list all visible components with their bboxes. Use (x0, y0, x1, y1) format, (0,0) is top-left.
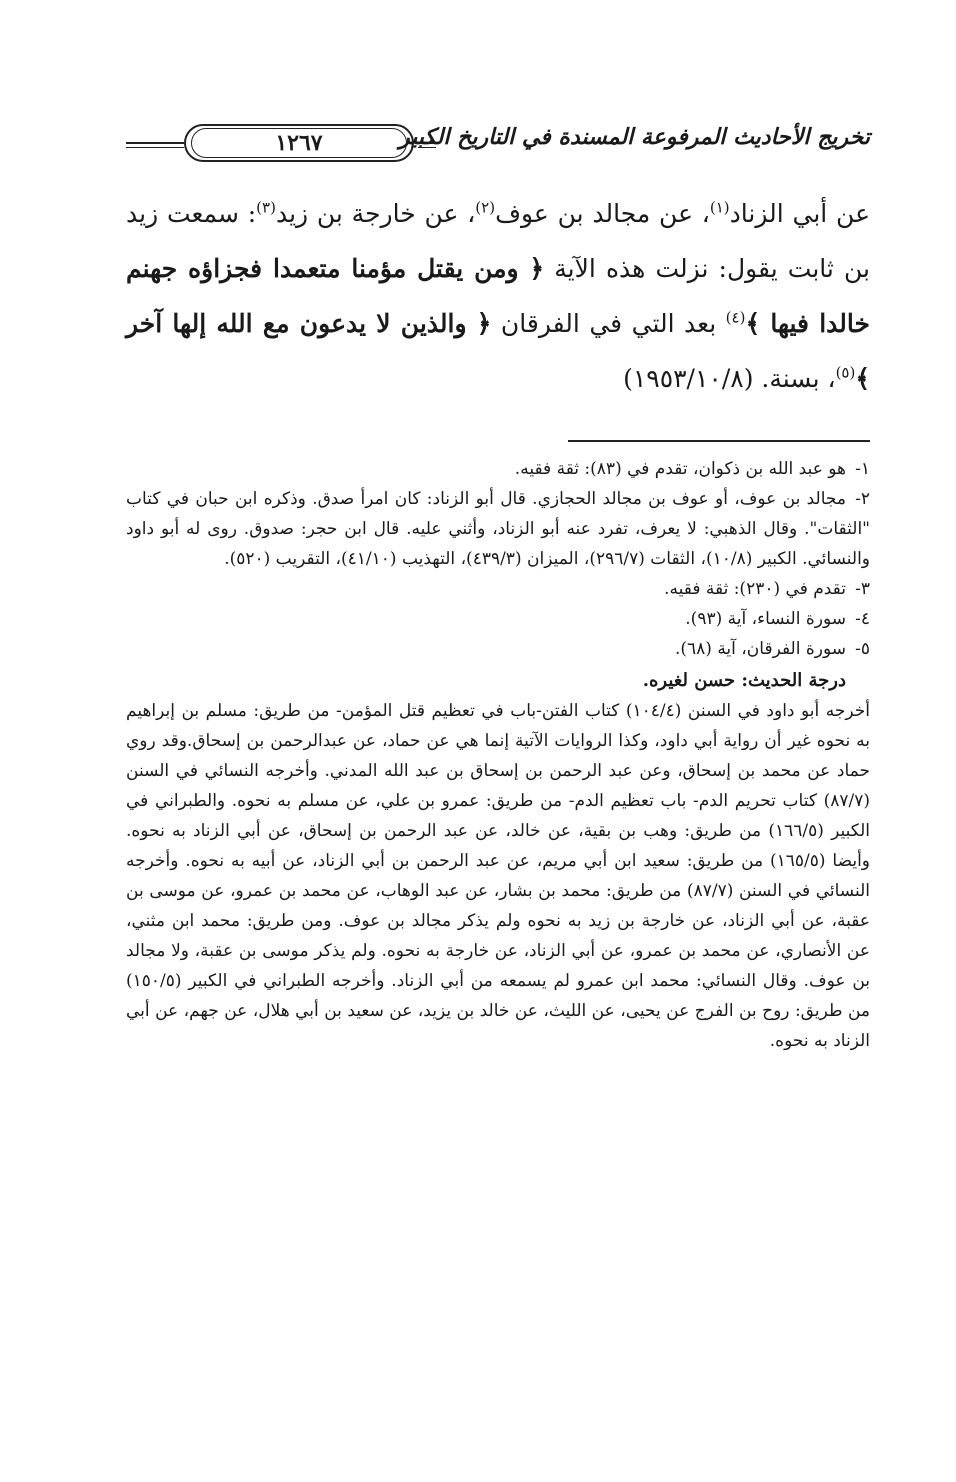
footnote-text: هو عبد الله بن ذكوان، تقدم في (٨٣): ثقة فقيه. (514, 459, 846, 479)
hadith-paragraph (126, 186, 870, 406)
header-rule-left (126, 142, 184, 148)
footnote-marker: (٢) (475, 198, 496, 217)
footnote-number: ٥- (855, 639, 870, 659)
footnote-separator (568, 440, 870, 442)
footnote-text: تقدم في (٢٣٠): ثقة فقيه. (664, 579, 846, 599)
footnote-item (126, 484, 870, 574)
page-number: ١٢٦٧ (275, 130, 323, 156)
footnote-item (126, 454, 870, 484)
hadith-grade: درجة الحديث: حسن لغيره. (642, 670, 846, 691)
page-number-frame-inner (191, 128, 407, 158)
quran-verse-text: ﴿ (476, 309, 492, 338)
narration-text: ، عن مجالد بن عوف (495, 199, 710, 228)
footnote-number: ٢- (855, 489, 870, 509)
footnote-marker: (١) (709, 198, 730, 217)
page-number-frame (184, 124, 414, 162)
footnote-marker: (٣) (256, 198, 276, 217)
quran-verse-text: ﴾ (855, 364, 870, 393)
quran-verse-text: ومن يقتل مؤمنا متعمدا فجزاؤه جهنم خالدا فيها (126, 254, 870, 338)
narration-text: بعد التي في الفرقان (491, 309, 726, 338)
page-header (126, 118, 870, 174)
narration-text: ، عن خارجة بن زيد (275, 199, 476, 228)
quran-verse-text: ﴾ (745, 309, 761, 338)
footnote-number: ٤- (855, 609, 870, 629)
quran-verse-text: والذين لا يدعون مع الله إلها آخر (126, 309, 477, 338)
footnote-marker: (٥) (835, 363, 856, 382)
footnote-text: سورة النساء، آية (٩٣). (685, 609, 846, 629)
quran-verse-text: ﴿ (529, 254, 545, 283)
narration-text: : سمعت زيد بن ثابت يقول: نزلت هذه الآية (126, 199, 870, 283)
footnote-number: ١- (855, 459, 870, 479)
footnote-list (126, 454, 870, 664)
footnote-number: ٣- (855, 579, 870, 599)
narration-text: ، بسنة. (١٩٥٣/١٠/٨) (623, 364, 836, 393)
footnote-item (126, 634, 870, 664)
footnote-text: سورة الفرقان، آية (٦٨). (674, 639, 846, 659)
narration-text: عن أبي الزناد (729, 199, 870, 228)
footnotes (126, 454, 870, 1056)
running-title: تخريج الأحاديث المرفوعة المسندة في التاريخ الكبير (399, 124, 870, 150)
footnote-item (126, 574, 870, 604)
takhrij-paragraph: أخرجه أبو داود في السنن (١٠٤/٤) كتاب الفتن-باب في تعظيم قتل المؤمن- من طريق: مسلم بن إبراهيم به نحوه غير أن رواية أبي داود، وكذا الروايات الآتية إنما هي عن حماد، عن عبدالرحمن بن إسحاق.وقد روي حماد عن محمد بن إسحاق، وعن عبد الرحمن بن إسحاق بن عبد الله المدني. وأخرجه النسائي في السنن (٨٧/٧) كتاب تحريم الدم- باب تعظيم الدم- من طريق: عمرو بن علي، عن مسلم به نحوه. والطبراني في الكبير (١٦٦/٥) من طريق: وهب بن بقية، عن خالد، عن عبد الرحمن بن إسحاق، عن أبي الزناد به نحوه. وأيضا (١٦٥/٥) من طريق: سعيد ابن أبي مريم، عن عبد الرحمن بن أبي الزناد، عن أبيه به نحوه. وأخرجه النسائي في السنن (٨٧/٧) من طريق: محمد بن بشار، عن عبد الوهاب، عن محمد بن عمرو، عن موسى بن عقبة، عن أبي الزناد، عن خارجة بن زيد به نحوه ولم يذكر مجالد بن عوف. ومن طريق: محمد ابن مثني، عن الأنصاري، عن محمد بن عمرو، عن أبي الزناد، عن خارجة به نحوه. ولم يذكر موسى بن عقبة، ولا مجالد بن عوف. وقال النسائي: محمد ابن عمرو لم يسمعه من أبي الزناد. وأخرجه الطبراني في الكبير (١٥٠/٥) من طريق: روح بن الفرج عن يحيى، عن الليث، عن خالد بن يزيد، عن سعيد بن أبي هلال، عن جهم، عن أبي الزناد به نحوه. (126, 701, 871, 1051)
hadith-text (126, 186, 870, 406)
footnote-marker: (٤) (725, 308, 746, 327)
footnote-text: مجالد بن عوف، أو عوف بن مجالد الحجازي. قال أبو الزناد: كان امرأ صدق. وذكره ابن حبان في كتاب "الثقات". وقال الذهبي: لا يعرف، تفرد عنه أبو الزناد، وأثني عليه. قال ابن حجر: صدوق. روى له أبو داود والنسائي. الكبير (١٠/٨)، الثقات (٢٩٦/٧)، الميزان (٤٣٩/٣)، التهذيب (٤١/١٠)، التقريب (٥٢٠). (126, 489, 870, 569)
footnote-item (126, 604, 870, 634)
